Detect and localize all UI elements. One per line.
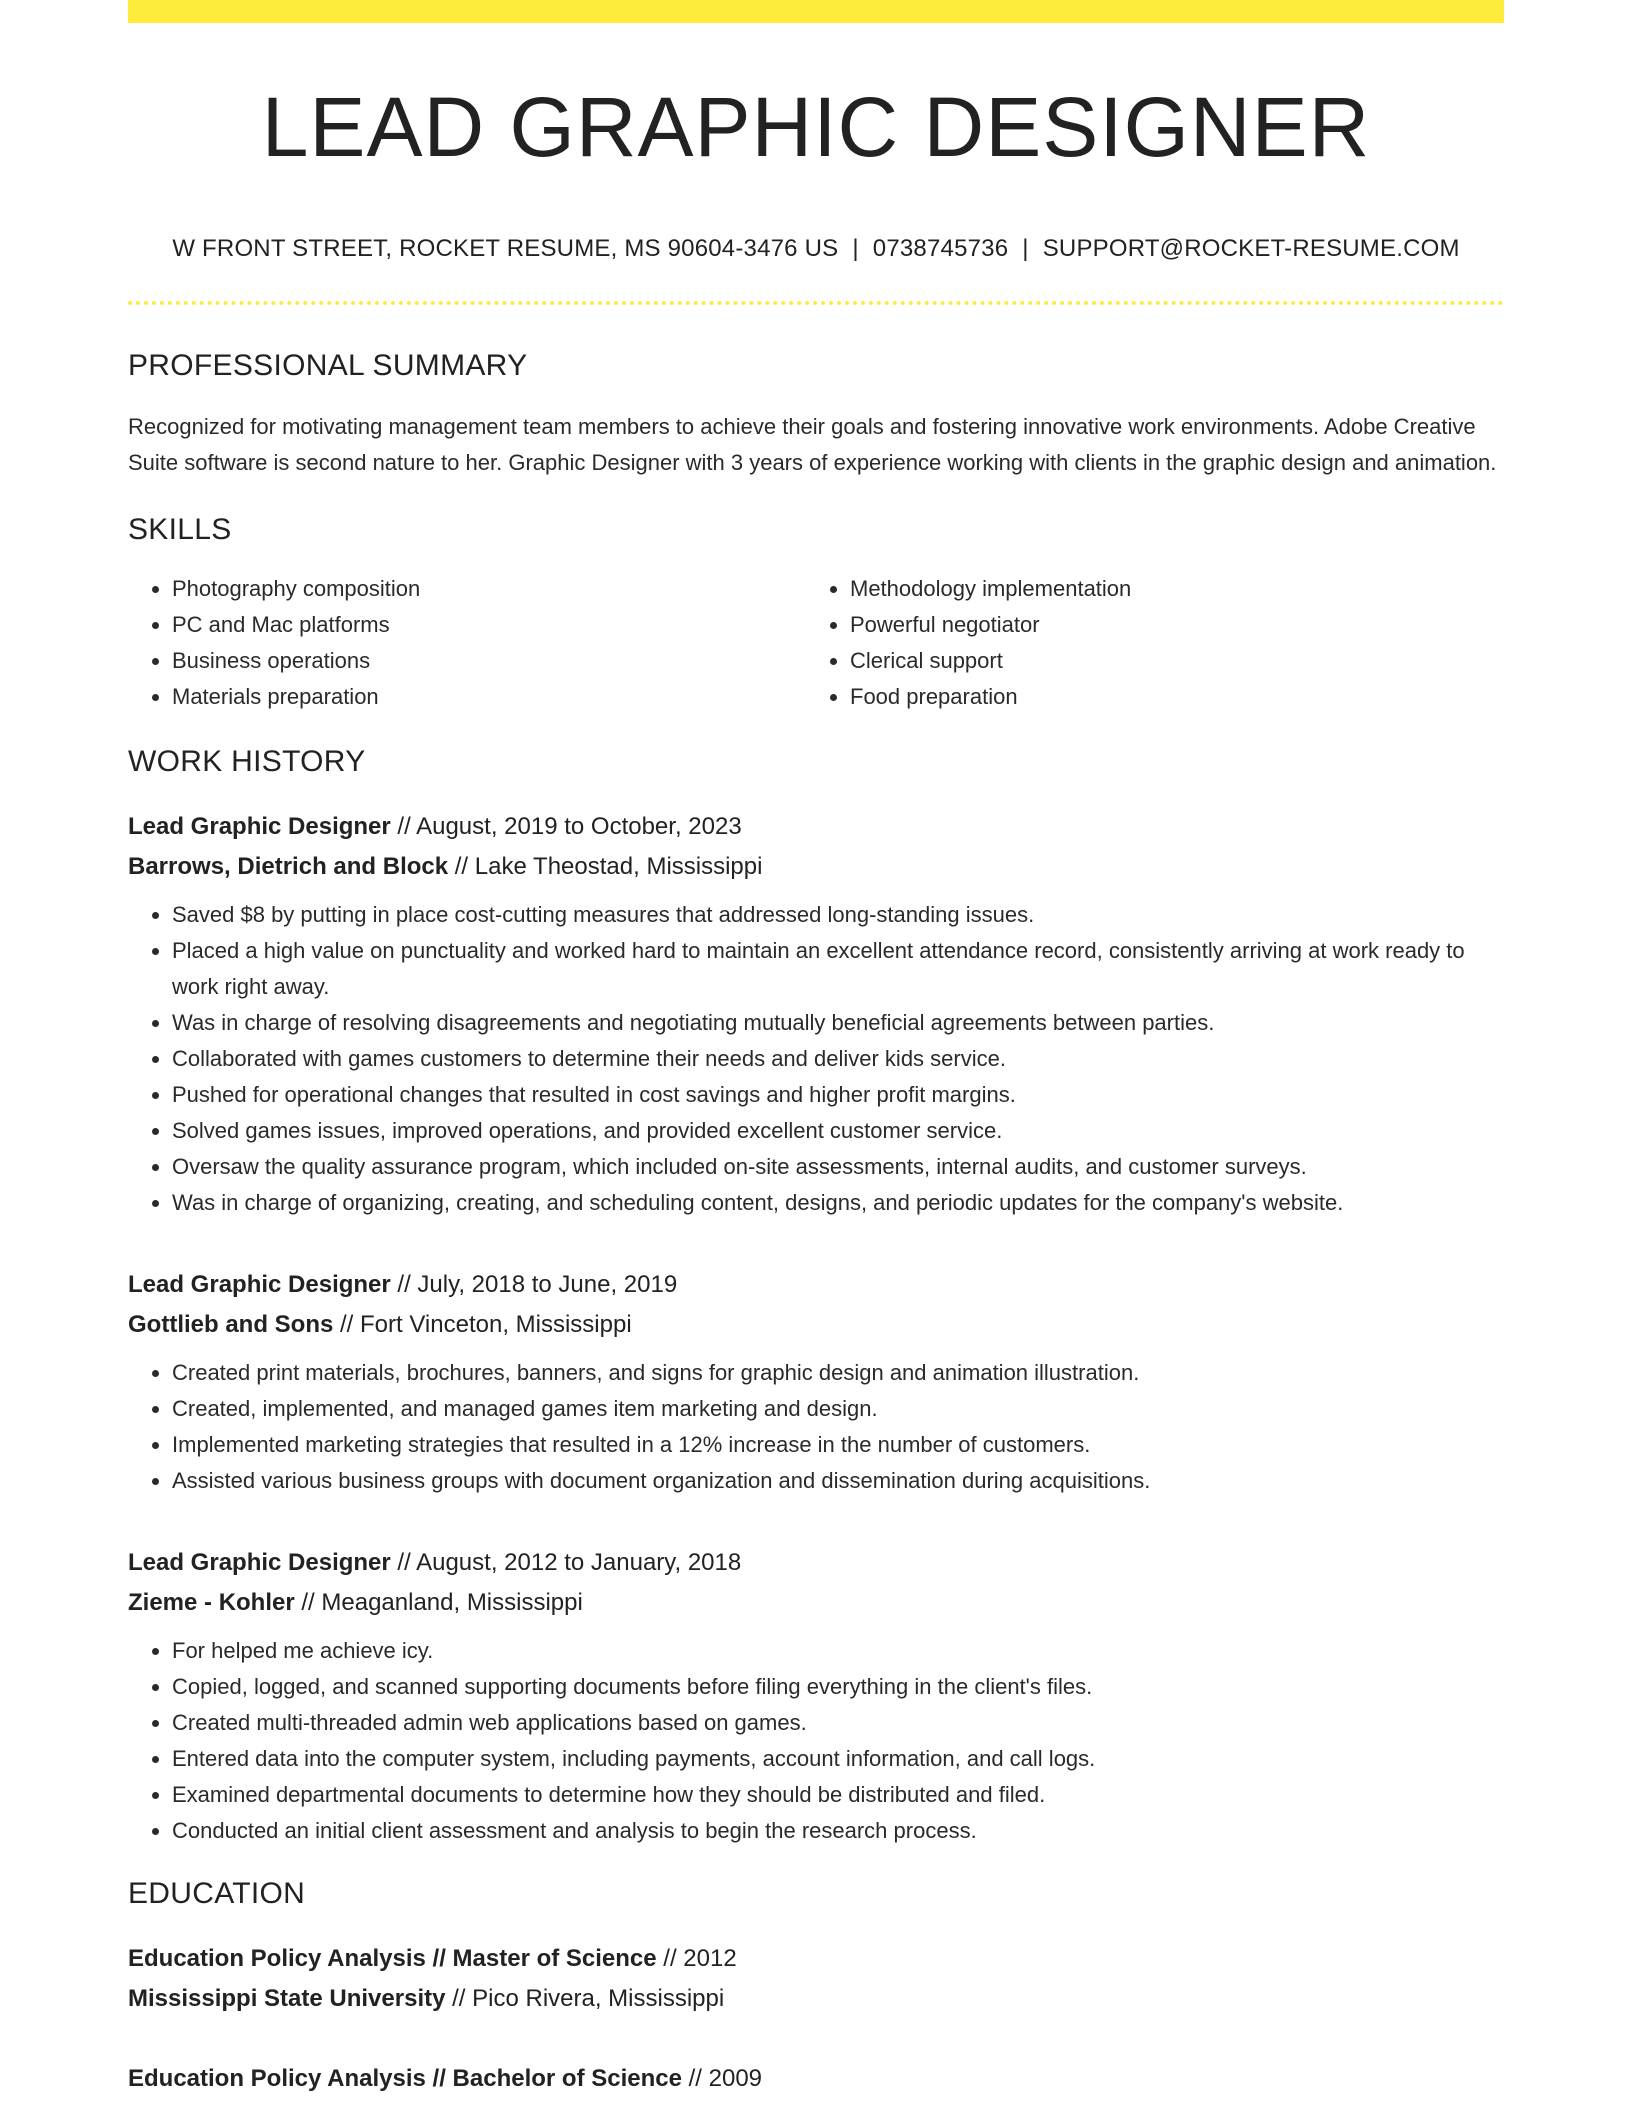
summary-heading: PROFESSIONAL SUMMARY <box>128 349 528 382</box>
job-company: Barrows, Dietrich and Block <box>128 853 449 880</box>
job-entry <box>128 1265 1504 1499</box>
education-entry <box>128 1939 1504 2019</box>
job-entry <box>128 1543 1504 1849</box>
resume-page <box>128 0 1504 2099</box>
job-role: Lead Graphic Designer <box>128 813 391 840</box>
job-bullet: • Created print materials, brochures, banners, and signs for graphic design and animation illustration. <box>172 1355 1504 1391</box>
resume-name: LEAD GRAPHIC DESIGNER <box>261 80 1371 174</box>
job-bullet: • Was in charge of organizing, creating, and scheduling content, designs, and periodic updates for the company's website. <box>172 1185 1504 1221</box>
work-history-heading: WORK HISTORY <box>128 745 366 778</box>
job-bullet: • Saved $8 by putting in place cost-cutting measures that addressed long-standing issues. <box>172 897 1504 933</box>
job-bullet: • Placed a high value on punctuality and worked hard to maintain an excellent attendance record, consistently arriving at work ready to work right away. <box>172 933 1504 1005</box>
job-company-line <box>128 847 1504 887</box>
job-role: Lead Graphic Designer <box>128 1271 391 1298</box>
job-dates: // August, 2012 to January, 2018 <box>390 1549 742 1576</box>
skills-grid <box>128 571 1504 715</box>
degree: Education Policy Analysis // Bachelor of Science <box>128 2065 682 2092</box>
skill-item: • PC and Mac platforms <box>172 607 806 643</box>
contact-email: SUPPORT@ROCKET-RESUME.COM <box>1042 235 1460 262</box>
job-company: Zieme - Kohler <box>128 1589 295 1616</box>
skill-item: • Photography composition <box>172 571 806 607</box>
job-bullet: • Assisted various business groups with document organization and dissemination during acquisitions. <box>172 1463 1504 1499</box>
job-bullet: • Conducted an initial client assessment and analysis to begin the research process. <box>172 1813 1504 1849</box>
job-role: Lead Graphic Designer <box>128 1549 391 1576</box>
contact-line <box>128 235 1504 263</box>
job-location: // Meaganland, Mississippi <box>294 1589 583 1616</box>
job-bullet: • For helped me achieve icy. <box>172 1633 1504 1669</box>
skills-heading: SKILLS <box>128 513 232 546</box>
school-location: // Pico Rivera, Mississippi <box>445 1985 725 2012</box>
job-bullet: • Created, implemented, and managed games item marketing and design. <box>172 1391 1504 1427</box>
job-bullets <box>128 1633 1504 1849</box>
degree-year: // 2012 <box>656 1945 737 1972</box>
summary-text: Recognized for motivating management team members to achieve their goals and fostering innovative work environments. Adobe Creative Suite software is second nature to her. Graphic Designer with 3 years of experience working with clients in the graphic design and animation. <box>128 414 1497 475</box>
job-dates: // July, 2018 to June, 2019 <box>390 1271 678 1298</box>
skill-item: • Materials preparation <box>172 679 806 715</box>
job-bullet: • Oversaw the quality assurance program, which included on-site assessments, internal audits, and customer surveys. <box>172 1149 1504 1185</box>
job-role-line <box>128 1543 1504 1583</box>
degree: Education Policy Analysis // Master of Science <box>128 1945 657 1972</box>
skill-item: • Food preparation <box>850 679 1484 715</box>
header-divider <box>128 301 1504 305</box>
job-bullet: • Was in charge of resolving disagreements and negotiating mutually beneficial agreements between parties. <box>172 1005 1504 1041</box>
job-bullet: • Solved games issues, improved operations, and provided excellent customer service. <box>172 1113 1504 1149</box>
skill-item: • Methodology implementation <box>850 571 1484 607</box>
education-heading: EDUCATION <box>128 1877 306 1910</box>
job-company-line <box>128 1305 1504 1345</box>
school-line <box>128 1979 1504 2019</box>
skill-item: • Business operations <box>172 643 806 679</box>
contact-separator: | <box>852 235 859 262</box>
job-dates: // August, 2019 to October, 2023 <box>390 813 742 840</box>
degree-year: // 2009 <box>681 2065 763 2092</box>
school: Mississippi State University <box>128 1985 446 2012</box>
job-bullet: • Copied, logged, and scanned supporting documents before filing everything in the client's files. <box>172 1669 1504 1705</box>
job-bullets <box>128 1355 1504 1499</box>
job-bullet: • Collaborated with games customers to determine their needs and deliver kids service. <box>172 1041 1504 1077</box>
job-location: // Fort Vinceton, Mississippi <box>333 1311 632 1338</box>
job-role-line <box>128 807 1504 847</box>
skills-list-left <box>128 571 806 715</box>
job-bullet: • Examined departmental documents to determine how they should be distributed and filed. <box>172 1777 1504 1813</box>
contact-address: W FRONT STREET, ROCKET RESUME, MS 90604-3476 US <box>172 235 839 262</box>
degree-line <box>128 2059 1504 2099</box>
job-location: // Lake Theostad, Mississippi <box>448 853 763 880</box>
top-accent-bar <box>128 0 1504 23</box>
job-bullets <box>128 897 1504 1221</box>
job-bullet: • Pushed for operational changes that resulted in cost savings and higher profit margins. <box>172 1077 1504 1113</box>
contact-separator: | <box>1022 235 1029 262</box>
job-company: Gottlieb and Sons <box>128 1311 334 1338</box>
job-bullet: • Implemented marketing strategies that resulted in a 12% increase in the number of customers. <box>172 1427 1504 1463</box>
degree-line <box>128 1939 1504 1979</box>
skills-list-right <box>806 571 1484 715</box>
job-bullet: • Created multi-threaded admin web applications based on games. <box>172 1705 1504 1741</box>
skill-item: • Clerical support <box>850 643 1484 679</box>
job-bullet: • Entered data into the computer system, including payments, account information, and call logs. <box>172 1741 1504 1777</box>
job-role-line <box>128 1265 1504 1305</box>
contact-phone: 0738745736 <box>872 235 1009 262</box>
education-entry <box>128 2059 1504 2099</box>
skill-item: • Powerful negotiator <box>850 607 1484 643</box>
job-company-line <box>128 1583 1504 1623</box>
job-entry <box>128 807 1504 1221</box>
